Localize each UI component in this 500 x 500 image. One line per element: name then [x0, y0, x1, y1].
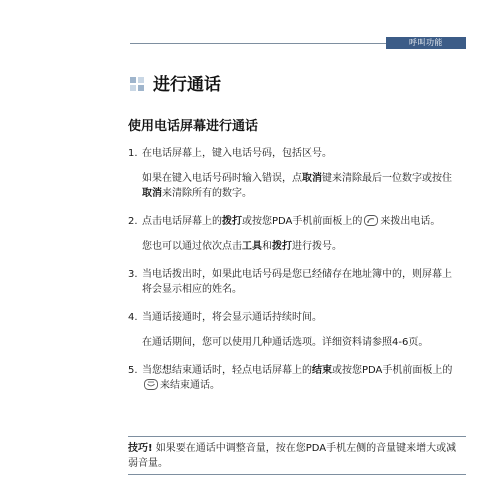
tip-text: 如果要在通话中调整音量，按在您PDA手机左侧的音量键来增大或减弱音量。	[128, 443, 457, 469]
step-number: 2.	[128, 216, 138, 227]
section-title: 使用电话屏幕进行通话	[128, 119, 259, 134]
end-key-icon	[144, 379, 158, 390]
step-number: 5.	[128, 365, 138, 376]
step-3: 3. 当电话拨出时，如果此电话号码是您已经储存在地址簿中的，则屏幕上将会显示相应的姓名。	[128, 269, 452, 295]
step-number: 4.	[128, 312, 138, 323]
section-tab: 呼叫功能	[386, 37, 466, 49]
step-5: 5. 当您想结束通话时，轻点电话屏幕上的结束或按您PDA手机前面板上的来结束通话。	[128, 365, 453, 391]
step-number: 1.	[128, 148, 138, 159]
tip-box: 技巧! 如果要在通话中调整音量，按在您PDA手机左侧的音量键来增大或减弱音量。	[128, 443, 457, 469]
send-key-icon	[364, 215, 378, 226]
step-4: 4. 当通话接通时，将会显示通话持续时间。 在通话期间，您可以使用几种通话选项。详细资料请参照4-6页。	[128, 310, 458, 350]
tip-rule-top	[128, 436, 466, 437]
step-number: 3.	[128, 269, 138, 280]
tip-rule-bottom	[128, 474, 466, 475]
chapter-title: 进行通话	[153, 75, 221, 95]
step-2: 2. 点击电话屏幕上的拨打或按您PDA手机前面板上的 来拨出电话。 您也可以通过依次点击工具和拨打进行拨号。	[128, 214, 458, 254]
step-note: 在通话期间，您可以使用几种通话选项。详细资料请参照4-6页。	[142, 337, 429, 348]
steps-list	[128, 146, 458, 393]
step-1: 1. 在电话屏幕上，键入电话号码，包括区号。 如果在键入电话号码时输入错误，点取消键来清除最后一位数字或按住取消来清除所有的数字。	[128, 146, 458, 201]
step-note: 如果在键入电话号码时输入错误，点取消键来清除最后一位数字或按住取消来清除所有的数字。	[142, 173, 452, 199]
step-note: 您也可以通过依次点击工具和拨打进行拨号。	[142, 241, 342, 252]
tip-label: 技巧	[128, 443, 148, 454]
chapter-marker-icon	[130, 77, 144, 91]
